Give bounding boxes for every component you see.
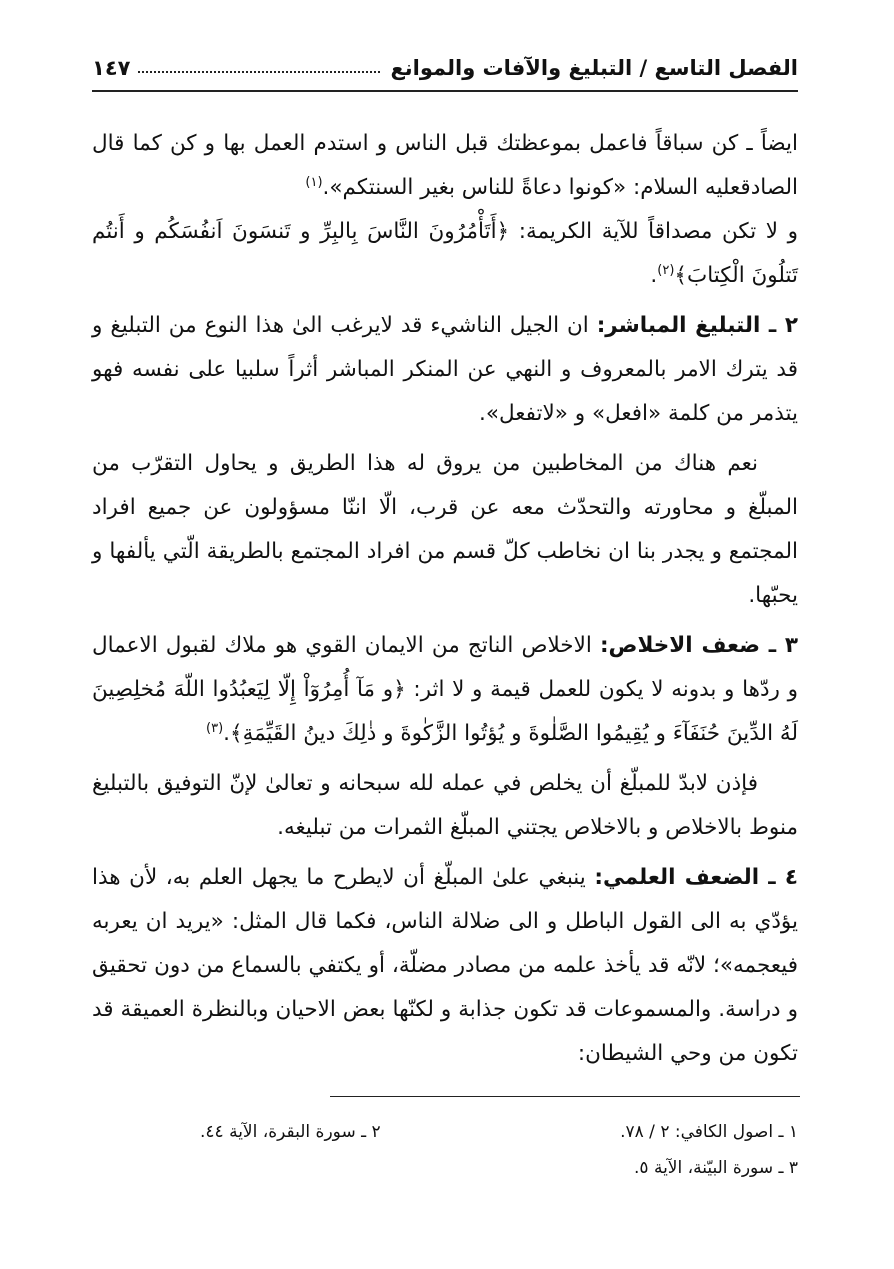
footnote-ref-1: (١) — [305, 174, 323, 190]
running-header — [92, 48, 798, 88]
footnote-separator — [330, 1096, 800, 1097]
chapter-title: الفصل التاسع / التبليغ والآفات والموانع — [390, 56, 798, 80]
paragraph-7-text: ينبغي علىٰ المبلّغ أن لايطرح ما يجهل العلم به، لأن هذا يؤدّي به الى القول الباطل و الى ضلالة الناس، فكما قال المثل: «يريد ان يعربه فيعجمه»؛ لانّه قد يأخذ علمه من مصادر مضلّة، أو يكتفي بالسماع من دون تحقيق و دراسة. والمسموعات قد تكون جذابة و لكنّها بعض الاحيان وبالنظرة العميقة قد تكون من وحي الشيطان: — [92, 865, 798, 1066]
paragraph-6 — [92, 762, 798, 850]
paragraph-1-line-1: ايضاً ـ كن سباقاً فاعمل بموعظتك قبل الناس و استدم العمل بها و كن كما قال — [92, 131, 798, 156]
paragraph-4-text: نعم هناك من المخاطبين من يروق له هذا الطريق و يحاول التقرّب من المبلّغ و محاورته والتحدّث معه عن قرب، الّا اننّا مسؤولون عن جميع افراد المجتمع و يجدر بنا ان نخاطب كلّ قسم من افراد المجتمع بالطريقة الّتي يألفها و يحبّها. — [92, 451, 798, 608]
paragraph-1-line-2: الصادقعليه السلام: «كونوا دعاةً للناس بغير السنتكم». — [322, 175, 798, 200]
footnote-row-2 — [200, 1150, 798, 1186]
page-number: ١٤٧ — [92, 56, 131, 80]
header-dot-leader — [138, 71, 380, 73]
footnote-1: ١ ـ اصول الكافي: ٢ / ٧٨. — [620, 1122, 798, 1142]
paragraph-1 — [92, 122, 798, 210]
paragraph-7 — [92, 856, 798, 1076]
footnote-ref-2: (٢) — [657, 262, 675, 278]
section-heading-3: ٣ ـ ضعف الاخلاص: — [599, 633, 798, 658]
footnote-ref-3: (٣) — [206, 720, 224, 736]
footnote-2: ٢ ـ سورة البقرة، الآية ٤٤. — [200, 1122, 381, 1142]
paragraph-6-text: فإذن لابدّ للمبلّغ أن يخلص في عمله لله سبحانه و تعالىٰ لإنّ التوفيق بالتبليغ منوط بالاخلاص و بالاخلاص يجتني المبلّغ الثمرات من تبليغه. — [92, 771, 798, 840]
quran-quote-1: و لا تكن مصداقاً للآية الكريمة: ﴿أَتَأْمُرُونَ النَّاسَ بِالبِرِّ و تَنسَونَ اَنفُسَكُم و أَنتُم تَتلُونَ الْكِتابَ﴾ — [92, 219, 798, 288]
paragraph-3 — [92, 304, 798, 436]
footnotes — [200, 1114, 798, 1186]
paragraph-5-text: الاخلاص الناتج من الايمان القوي هو ملاك لقبول الاعمال و ردّها و بدونه لا يكون للعمل قيمة و لا اثر: ﴿و مَآ أُمِرُوٓاْ إِلّا لِيَعبُدُوا اللّهَ مُخلِصِينَ لَهُ الدِّينَ حُنَفَآءَ و يُقِيمُوا الصَّلٰوةَ و يُؤتُوا الزَّكٰوةَ و ذٰلِكَ دينُ القَيِّمَةِ﴾. — [92, 633, 798, 746]
main-text — [92, 122, 798, 1076]
paragraph-2: و لا تكن مصداقاً للآية الكريمة: ﴿أَتَأْمُرُونَ النَّاسَ بِالبِرِّ و تَنسَونَ اَنفُسَكُم و أَنتُم تَتلُونَ الْكِتابَ﴾$^{(٢)}$. — [92, 219, 798, 288]
header-rule — [92, 90, 798, 92]
footnote-3: ٣ ـ سورة البيّنة، الآية ٥. — [634, 1158, 798, 1178]
paragraph-3-text: ان الجيل الناشيء قد لايرغب الىٰ هذا النوع من التبليغ و قد يترك الامر بالمعروف و النهي عن المنكر المباشر أثراً سلبيا على نفسه فهو يتذمر من كلمة «افعل» و «لاتفعل». — [92, 313, 798, 426]
paragraph-5 — [92, 624, 798, 756]
paragraph-4 — [92, 442, 798, 618]
section-heading-4: ٤ ـ الضعف العلمي: — [594, 865, 798, 890]
section-heading-2: ٢ ـ التبليغ المباشر: — [596, 313, 798, 338]
footnote-row-1 — [200, 1114, 798, 1150]
